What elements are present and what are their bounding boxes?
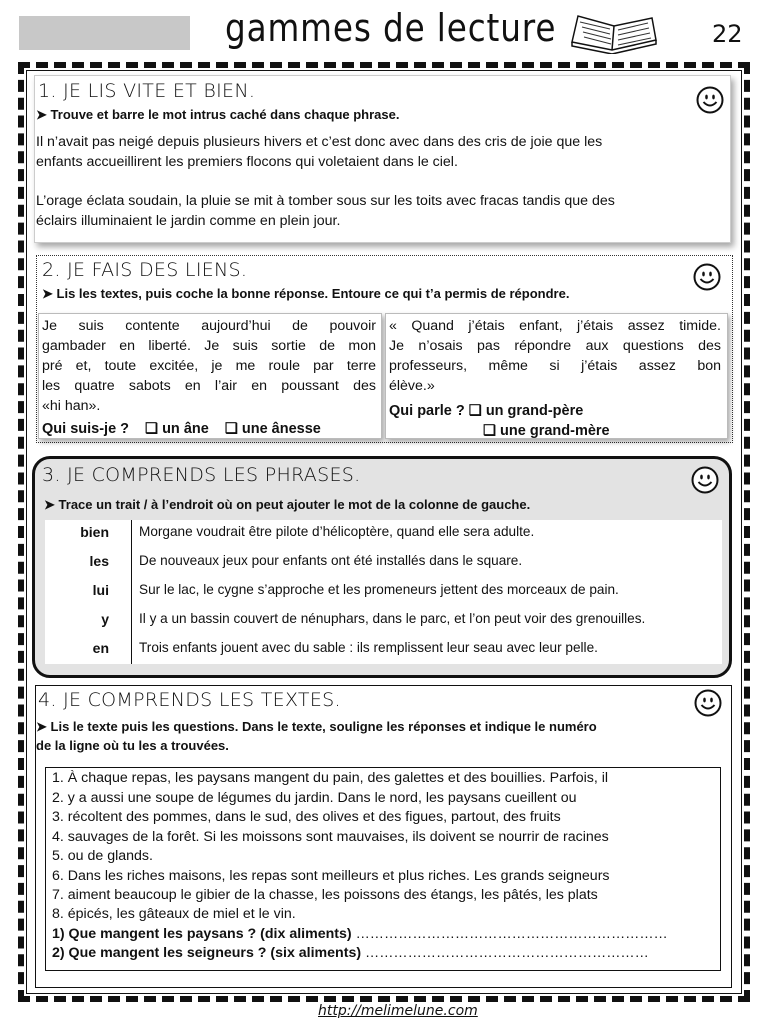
word-table bbox=[45, 520, 722, 664]
table-divider bbox=[131, 520, 132, 664]
text-right-last-line: élève.» bbox=[389, 378, 435, 394]
checkbox-icon[interactable]: ❏ bbox=[145, 421, 159, 437]
table-row bbox=[45, 553, 722, 582]
section-1-paragraph-2: L’orage éclata soudain, la pluie se mit à tomber sous sur les toits avec fracas tandis que des éclairs illuminaient le jardin comme en plein jour. bbox=[36, 193, 615, 229]
section-1-instruction: ➤ Trouve et barre le mot intrus caché dans chaque phrase. bbox=[36, 107, 400, 122]
smiley-icon bbox=[691, 466, 719, 494]
table-row bbox=[45, 640, 722, 669]
text-line: 3. récoltent des pommes, dans le sud, des olives et des figues, partout, des fruits bbox=[52, 809, 561, 825]
arrow-bullet-icon: ➤ bbox=[36, 719, 47, 734]
text-line: 4. sauvages de la forêt. Si les moissons sont mauvaises, ils doivent se nourrir de racines bbox=[52, 829, 609, 845]
row-sentence: Sur le lac, le cygne s’approche et les promeneurs jettent des morceaux de pain. bbox=[139, 582, 619, 597]
row-word: les bbox=[89, 553, 109, 569]
page-title: gammes de lecture bbox=[225, 6, 557, 50]
name-box bbox=[19, 16, 190, 50]
checkbox-icon[interactable]: ❏ bbox=[224, 421, 238, 437]
section-1-title: 1. JE LIS VITE ET BIEN. bbox=[38, 80, 256, 102]
row-sentence: Trois enfants jouent avec du sable : ils remplissent leur seau avec leur pelle. bbox=[139, 640, 598, 655]
left-question: Qui suis-je ? ❏ un âne ❏ une ânesse bbox=[42, 421, 321, 437]
section-4-title: 4. JE COMPRENDS LES TEXTES. bbox=[38, 689, 341, 711]
question-1: 1) Que mangent les paysans ? (dix aliments) ………………………………………………………… bbox=[52, 926, 668, 942]
smiley-icon bbox=[694, 689, 722, 717]
text-right: « Quand j’étais enfant, j’étais assez timide. Je n’osais pas répondre aux questions des professeurs, même si j’étais assez bon bbox=[389, 318, 721, 374]
question-2: 2) Que mangent les seigneurs ? (six aliments) …………………………………………………… bbox=[52, 945, 649, 961]
arrow-bullet-icon: ➤ bbox=[44, 497, 55, 512]
text-line: 1. À chaque repas, les paysans mangent du pain, des galettes et des bouillies. Parfois, il bbox=[52, 770, 609, 786]
checkbox-icon[interactable]: ❏ bbox=[468, 403, 482, 419]
table-row bbox=[45, 582, 722, 611]
page-number: 22 bbox=[712, 20, 743, 48]
section-3-instruction: ➤ Trace un trait / à l’endroit où on peut ajouter le mot de la colonne de gauche. bbox=[44, 497, 531, 512]
reading-text-box bbox=[45, 767, 721, 971]
checkbox-icon[interactable]: ❏ bbox=[483, 423, 496, 439]
section-3-title: 3. JE COMPRENDS LES PHRASES. bbox=[42, 464, 361, 486]
table-row bbox=[45, 611, 722, 640]
smiley-icon bbox=[696, 86, 724, 114]
section-4-instruction: ➤ Lis le texte puis les questions. Dans le texte, souligne les réponses et indique le numéro de la ligne où tu les a trouvées. bbox=[36, 719, 597, 753]
row-sentence: Il y a un bassin couvert de nénuphars, dans le parc, et l’on peut voir des grenouilles. bbox=[139, 611, 646, 626]
open-book-icon bbox=[568, 10, 660, 54]
text-left-last-line: «hi han». bbox=[42, 398, 101, 414]
row-sentence: Morgane voudrait être pilote d’hélicoptère, quand elle sera adulte. bbox=[139, 524, 535, 539]
section-1-paragraph-1: Il n’avait pas neigé depuis plusieurs hivers et c’est donc avec dans des cris de joie que les enfants accueillirent les premiers flocons qui voletaient dans le ciel. bbox=[36, 134, 603, 170]
row-sentence: De nouveaux jeux pour enfants ont été installés dans le square. bbox=[139, 553, 523, 568]
answer-line[interactable]: ………………………………………………………… bbox=[355, 926, 668, 942]
text-left: Je suis contente aujourd’hui de pouvoir gambader en liberté. Je suis sortie de mon pré et, toute excitée, je me roule par terre les quatre sabots en l’air en poussant des bbox=[42, 318, 376, 394]
text-line: 6. Dans les riches maisons, les repas sont meilleurs et plus riches. Les grands seigneurs bbox=[52, 868, 610, 884]
answer-line[interactable]: …………………………………………………… bbox=[365, 945, 649, 961]
right-question: Qui parle ? ❏ un grand-père ❏ une grand-mère bbox=[389, 403, 610, 439]
section-2-title: 2. JE FAIS DES LIENS. bbox=[42, 259, 248, 281]
footer-url[interactable]: http://melimelune.com bbox=[318, 1003, 478, 1019]
text-line: 8. épicés, les gâteaux de miel et le vin. bbox=[52, 906, 296, 922]
arrow-bullet-icon: ➤ bbox=[42, 286, 53, 301]
table-row bbox=[45, 524, 722, 553]
section-2-instruction: ➤ Lis les textes, puis coche la bonne réponse. Entoure ce qui t’a permis de répondre. bbox=[42, 286, 570, 301]
row-word: bien bbox=[80, 524, 109, 540]
text-line: 7. aiment beaucoup le gibier de la chasse, les poissons des étangs, les pâtés, les plats bbox=[52, 887, 598, 903]
smiley-icon bbox=[693, 263, 721, 291]
row-word: en bbox=[92, 640, 109, 656]
arrow-bullet-icon: ➤ bbox=[36, 107, 47, 122]
text-line: 5. ou de glands. bbox=[52, 848, 153, 864]
text-line: 2. y a aussi une soupe de légumes du jardin. Dans le nord, les paysans cueillent ou bbox=[52, 790, 577, 806]
row-word: y bbox=[101, 611, 109, 627]
row-word: lui bbox=[92, 582, 109, 598]
